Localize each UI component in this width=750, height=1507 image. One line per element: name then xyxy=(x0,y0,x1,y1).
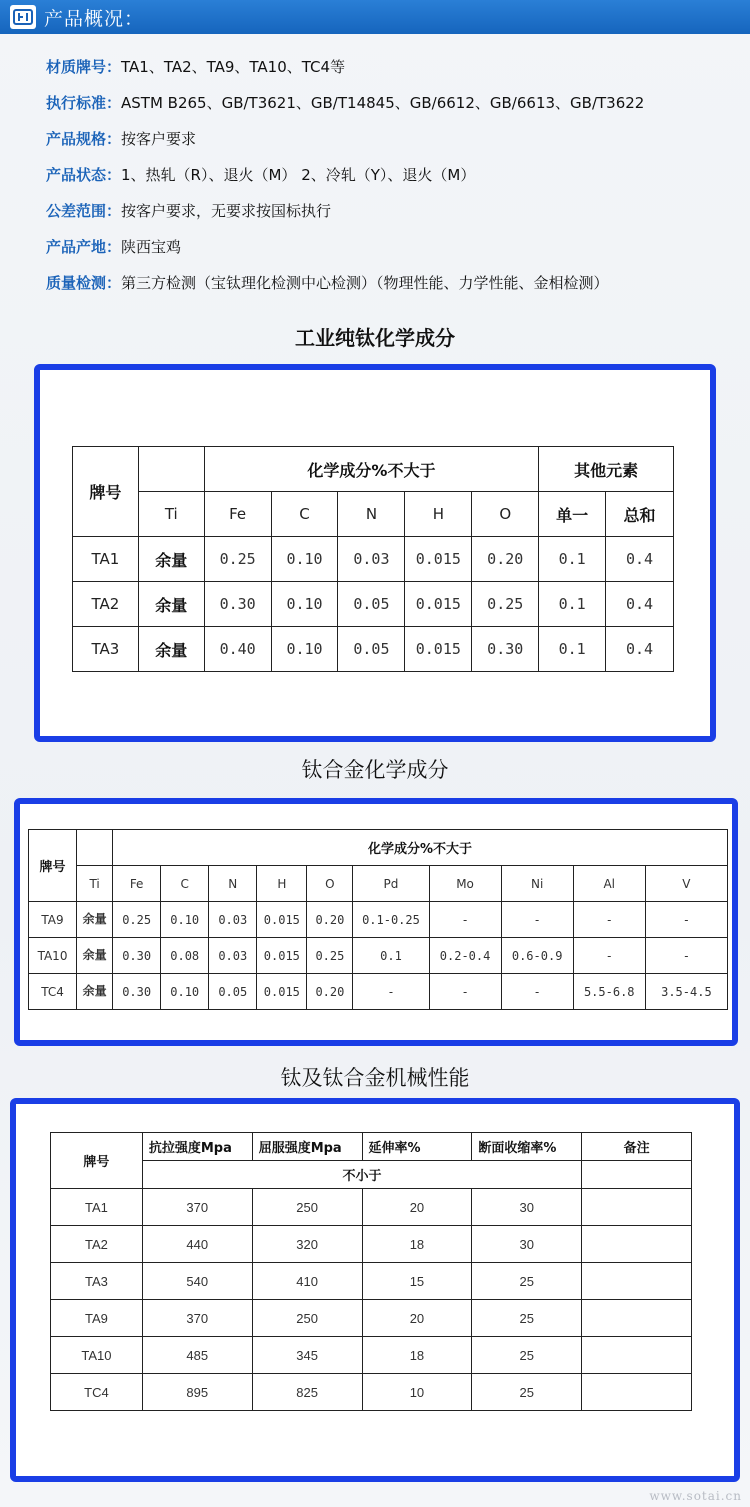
note-cell xyxy=(582,1300,692,1337)
spec-row xyxy=(46,228,644,264)
value-cell: 25 xyxy=(472,1300,582,1337)
value-cell: 0.30 xyxy=(472,627,539,672)
value-cell: 0.40 xyxy=(204,627,271,672)
spec-value: 陕西宝鸡 xyxy=(121,237,182,256)
grade-cell: TA2 xyxy=(73,582,139,627)
column-header: O xyxy=(472,492,539,537)
note-cell xyxy=(582,1374,692,1411)
value-cell: 0.015 xyxy=(405,582,472,627)
mechanical-properties-table xyxy=(50,1132,692,1411)
value-cell: 余量 xyxy=(77,938,113,974)
value-cell: 0.08 xyxy=(161,938,209,974)
spec-label: 质量检测： xyxy=(46,273,122,292)
table-row xyxy=(51,1300,692,1337)
table-row xyxy=(73,537,674,582)
value-cell: - xyxy=(645,938,727,974)
value-cell: 0.05 xyxy=(338,627,405,672)
spec-value: 第三方检测（宝钛理化检测中心检测）（物理性能、力学性能、金相检测） xyxy=(121,273,609,292)
value-cell: 25 xyxy=(472,1263,582,1300)
column-header: H xyxy=(257,866,307,902)
brand-logo-icon xyxy=(10,5,36,29)
value-cell: 370 xyxy=(142,1189,252,1226)
grade-header: 牌号 xyxy=(73,447,139,537)
column-header: V xyxy=(645,866,727,902)
value-cell: 0.1-0.25 xyxy=(353,902,429,938)
value-cell: 410 xyxy=(252,1263,362,1300)
value-cell: 0.25 xyxy=(307,938,353,974)
value-cell: 余量 xyxy=(77,902,113,938)
group-header: 化学成分%不大于 xyxy=(204,447,538,492)
grade-cell: TC4 xyxy=(51,1374,143,1411)
column-header: Ni xyxy=(501,866,573,902)
table1-title: 工业纯钛化学成分 xyxy=(295,326,455,350)
value-cell: 10 xyxy=(362,1374,472,1411)
value-cell: 250 xyxy=(252,1189,362,1226)
column-header: N xyxy=(209,866,257,902)
note-cell xyxy=(582,1263,692,1300)
grade-header: 牌号 xyxy=(51,1133,143,1189)
column-header: Ti xyxy=(77,866,113,902)
grade-cell: TA10 xyxy=(29,938,77,974)
value-cell: 0.015 xyxy=(405,537,472,582)
value-cell: 30 xyxy=(472,1226,582,1263)
value-cell: 320 xyxy=(252,1226,362,1263)
spec-value: 按客户要求 xyxy=(121,129,197,148)
value-cell: 540 xyxy=(142,1263,252,1300)
grade-cell: TA3 xyxy=(73,627,139,672)
value-cell: 余量 xyxy=(138,537,204,582)
column-header: N xyxy=(338,492,405,537)
value-cell: 0.20 xyxy=(307,974,353,1010)
value-cell: 0.6-0.9 xyxy=(501,938,573,974)
note-cell xyxy=(582,1189,692,1226)
note-cell xyxy=(582,1337,692,1374)
table-row xyxy=(29,902,728,938)
value-cell: 0.1 xyxy=(539,537,606,582)
value-cell: 30 xyxy=(472,1189,582,1226)
table2-frame xyxy=(14,798,738,1046)
grade-cell: TA2 xyxy=(51,1226,143,1263)
value-cell: 0.10 xyxy=(161,902,209,938)
spec-label: 产品状态： xyxy=(46,165,122,184)
grade-cell: TA9 xyxy=(51,1300,143,1337)
table-row xyxy=(29,938,728,974)
value-cell: 余量 xyxy=(138,582,204,627)
table2-title: 钛合金化学成分 xyxy=(301,758,449,782)
value-cell: 0.25 xyxy=(204,537,271,582)
column-header: Ti xyxy=(138,492,204,537)
header-title: 产品概况： xyxy=(44,7,145,30)
value-cell: 0.10 xyxy=(271,627,338,672)
spec-label: 材质牌号： xyxy=(46,57,122,76)
column-header: Al xyxy=(573,866,645,902)
table-row xyxy=(73,582,674,627)
empty-cell xyxy=(138,447,204,492)
column-header: 总和 xyxy=(606,492,674,537)
titanium-alloy-table xyxy=(28,829,728,1010)
table1-frame xyxy=(34,364,716,742)
spec-row xyxy=(46,264,644,300)
value-cell: 440 xyxy=(142,1226,252,1263)
column-header: Pd xyxy=(353,866,429,902)
value-cell: 0.4 xyxy=(606,582,674,627)
grade-cell: TA1 xyxy=(51,1189,143,1226)
value-cell: - xyxy=(429,974,501,1010)
value-cell: 5.5-6.8 xyxy=(573,974,645,1010)
header-row xyxy=(73,447,674,492)
spec-label: 产品产地： xyxy=(46,237,122,256)
value-cell: 0.03 xyxy=(338,537,405,582)
value-cell: - xyxy=(353,974,429,1010)
column-header: Mo xyxy=(429,866,501,902)
table-row xyxy=(51,1189,692,1226)
header-row xyxy=(51,1133,692,1161)
value-cell: 3.5-4.5 xyxy=(645,974,727,1010)
header-row xyxy=(73,492,674,537)
column-header: 延伸率% xyxy=(362,1133,472,1161)
value-cell: - xyxy=(645,902,727,938)
empty-cell xyxy=(77,830,113,866)
column-header: O xyxy=(307,866,353,902)
value-cell: - xyxy=(573,902,645,938)
sub-header: 不小于 xyxy=(142,1161,581,1189)
value-cell: - xyxy=(501,902,573,938)
value-cell: 0.10 xyxy=(271,537,338,582)
note-header-cell xyxy=(582,1161,692,1189)
spec-label: 执行标准： xyxy=(46,93,122,112)
table-row xyxy=(73,627,674,672)
value-cell: 0.4 xyxy=(606,537,674,582)
table-row xyxy=(51,1337,692,1374)
header-row xyxy=(51,1161,692,1189)
value-cell: 0.25 xyxy=(472,582,539,627)
value-cell: 825 xyxy=(252,1374,362,1411)
spec-row xyxy=(46,192,644,228)
grade-header: 牌号 xyxy=(29,830,77,902)
value-cell: 250 xyxy=(252,1300,362,1337)
spec-row xyxy=(46,120,644,156)
value-cell: 18 xyxy=(362,1226,472,1263)
value-cell: 0.4 xyxy=(606,627,674,672)
value-cell: 0.015 xyxy=(257,974,307,1010)
column-header: Fe xyxy=(113,866,161,902)
spec-row xyxy=(46,156,644,192)
table3-title: 钛及钛合金机械性能 xyxy=(280,1066,470,1090)
watermark: www.sotai.cn xyxy=(649,1489,742,1503)
spec-row xyxy=(46,48,644,84)
grade-cell: TC4 xyxy=(29,974,77,1010)
column-header: C xyxy=(161,866,209,902)
spec-value: TA1、TA2、TA9、TA10、TC4等 xyxy=(121,57,346,76)
value-cell: 0.1 xyxy=(539,627,606,672)
value-cell: 余量 xyxy=(138,627,204,672)
column-header: C xyxy=(271,492,338,537)
value-cell: 0.1 xyxy=(539,582,606,627)
table-row xyxy=(29,974,728,1010)
column-header: 断面收缩率% xyxy=(472,1133,582,1161)
value-cell: 0.05 xyxy=(209,974,257,1010)
spec-list xyxy=(46,48,644,300)
value-cell: 0.30 xyxy=(113,974,161,1010)
value-cell: 0.015 xyxy=(257,938,307,974)
value-cell: 0.30 xyxy=(204,582,271,627)
value-cell: - xyxy=(429,902,501,938)
value-cell: 370 xyxy=(142,1300,252,1337)
value-cell: 20 xyxy=(362,1189,472,1226)
grade-cell: TA10 xyxy=(51,1337,143,1374)
other-elements-header: 其他元素 xyxy=(539,447,674,492)
table-row xyxy=(51,1226,692,1263)
value-cell: 0.10 xyxy=(271,582,338,627)
note-header: 备注 xyxy=(582,1133,692,1161)
value-cell: 895 xyxy=(142,1374,252,1411)
value-cell: 0.25 xyxy=(113,902,161,938)
value-cell: 20 xyxy=(362,1300,472,1337)
spec-row xyxy=(46,84,644,120)
value-cell: 0.1 xyxy=(353,938,429,974)
column-header: 屈服强度Mpa xyxy=(252,1133,362,1161)
group-header: 化学成分%不大于 xyxy=(113,830,728,866)
grade-cell: TA9 xyxy=(29,902,77,938)
value-cell: 0.2-0.4 xyxy=(429,938,501,974)
value-cell: 25 xyxy=(472,1374,582,1411)
value-cell: 25 xyxy=(472,1337,582,1374)
value-cell: 余量 xyxy=(77,974,113,1010)
value-cell: 0.015 xyxy=(257,902,307,938)
value-cell: 0.05 xyxy=(338,582,405,627)
value-cell: 345 xyxy=(252,1337,362,1374)
header-row xyxy=(29,866,728,902)
value-cell: 0.20 xyxy=(472,537,539,582)
spec-label: 产品规格： xyxy=(46,129,122,148)
value-cell: 18 xyxy=(362,1337,472,1374)
spec-value: ASTM B265、GB/T3621、GB/T14845、GB/6612、GB/6613、GB/T3622 xyxy=(121,93,645,112)
column-header: 抗拉强度Mpa xyxy=(142,1133,252,1161)
value-cell: 0.03 xyxy=(209,902,257,938)
value-cell: 485 xyxy=(142,1337,252,1374)
spec-value: 按客户要求，无要求按国标执行 xyxy=(121,201,332,220)
column-header: 单一 xyxy=(539,492,606,537)
value-cell: 0.20 xyxy=(307,902,353,938)
value-cell: - xyxy=(573,938,645,974)
value-cell: - xyxy=(501,974,573,1010)
value-cell: 0.10 xyxy=(161,974,209,1010)
value-cell: 0.03 xyxy=(209,938,257,974)
value-cell: 0.015 xyxy=(405,627,472,672)
value-cell: 15 xyxy=(362,1263,472,1300)
grade-cell: TA3 xyxy=(51,1263,143,1300)
table-row xyxy=(51,1263,692,1300)
value-cell: 0.30 xyxy=(113,938,161,974)
spec-label: 公差范围： xyxy=(46,201,122,220)
header-bar xyxy=(0,0,750,34)
header-row xyxy=(29,830,728,866)
grade-cell: TA1 xyxy=(73,537,139,582)
column-header: H xyxy=(405,492,472,537)
table-row xyxy=(51,1374,692,1411)
column-header: Fe xyxy=(204,492,271,537)
pure-titanium-table xyxy=(72,446,674,672)
table3-frame xyxy=(10,1098,740,1482)
spec-value: 1、热轧（R）、退火（M） 2、冷轧（Y）、退火（M） xyxy=(121,165,476,184)
note-cell xyxy=(582,1226,692,1263)
